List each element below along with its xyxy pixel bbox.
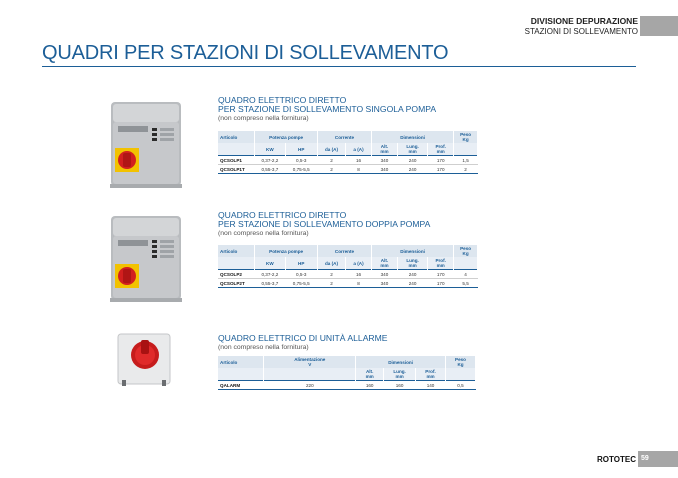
table-row bbox=[218, 381, 476, 390]
cell-prof: 140 bbox=[416, 381, 446, 390]
spec-table-alarm bbox=[218, 356, 476, 390]
col-peso-unit: Kg bbox=[462, 137, 469, 142]
cell-code: QCSOLP2 bbox=[218, 270, 255, 279]
cell-hp: 0,75-5,5 bbox=[285, 165, 317, 174]
cell-code: QALARM bbox=[218, 381, 264, 390]
table-row bbox=[218, 270, 478, 279]
cell-da: 2 bbox=[317, 156, 345, 165]
cell-code: QCSOLP1 bbox=[218, 156, 255, 165]
cell-da: 2 bbox=[317, 279, 345, 288]
col-alt-label: Alt. bbox=[365, 369, 374, 374]
cell-kw: 0,55-3,7 bbox=[255, 279, 285, 288]
header-accent-bar bbox=[640, 16, 678, 36]
col-kw: KW bbox=[255, 257, 285, 270]
cell-kw: 0,37-2,2 bbox=[255, 156, 285, 165]
col-corrente: Corrente bbox=[317, 245, 371, 257]
table-row bbox=[218, 156, 478, 165]
cell-alt: 160 bbox=[356, 381, 384, 390]
col-blank bbox=[446, 368, 476, 381]
col-lung-label: Lung. bbox=[393, 369, 406, 374]
cell-peso: 0,5 bbox=[446, 381, 476, 390]
col-lung-label: Lung. bbox=[406, 258, 419, 263]
col-dimensioni: Dimensioni bbox=[356, 356, 446, 368]
col-lung-label: Lung. bbox=[406, 144, 419, 149]
cell-hp: 0,5-3 bbox=[285, 270, 317, 279]
cell-alt: 340 bbox=[372, 279, 398, 288]
col-alt-unit: mm bbox=[380, 149, 389, 154]
product-title-line2: PER STAZIONE DI SOLLEVAMENTO SINGOLA POMPA bbox=[218, 104, 437, 114]
col-a: a (A) bbox=[346, 257, 372, 270]
cell-a: 8 bbox=[346, 279, 372, 288]
col-alimentazione-unit: V bbox=[308, 362, 312, 367]
division-subtitle: STAZIONI DI SOLLEVAMENTO bbox=[524, 27, 638, 36]
col-prof-label: Prof. bbox=[435, 144, 446, 149]
cell-prof: 170 bbox=[428, 270, 454, 279]
cell-peso: 5,5 bbox=[454, 279, 478, 288]
col-a: a (A) bbox=[346, 143, 372, 156]
cell-a: 8 bbox=[346, 165, 372, 174]
control-panel-image-single bbox=[108, 98, 184, 190]
col-dimensioni: Dimensioni bbox=[372, 131, 454, 143]
col-lung bbox=[384, 368, 416, 381]
col-alt-label: Alt. bbox=[380, 144, 389, 149]
col-lung-unit: mm bbox=[395, 374, 404, 379]
col-lung bbox=[397, 143, 427, 156]
col-peso-label: Peso bbox=[460, 132, 472, 137]
col-peso-unit: Kg bbox=[462, 251, 469, 256]
cell-lung: 240 bbox=[397, 270, 427, 279]
col-articolo: Articolo bbox=[218, 131, 255, 143]
col-articolo: Articolo bbox=[218, 245, 255, 257]
col-da: da (A) bbox=[317, 257, 345, 270]
col-prof-label: Prof. bbox=[425, 369, 436, 374]
cell-a: 16 bbox=[346, 270, 372, 279]
col-peso-label: Peso bbox=[460, 246, 472, 251]
col-alt-unit: mm bbox=[380, 263, 389, 268]
col-alimentazione bbox=[264, 356, 356, 368]
spec-table-single-pump bbox=[218, 131, 478, 174]
col-peso bbox=[454, 245, 478, 257]
spec-table-double-pump bbox=[218, 245, 478, 288]
alarm-unit-image bbox=[112, 330, 176, 390]
table-row bbox=[218, 165, 478, 174]
cell-code: QCSOLP1T bbox=[218, 165, 255, 174]
page-title: QUADRI PER STAZIONI DI SOLLEVAMENTO bbox=[42, 42, 449, 64]
page-number: 59 bbox=[641, 455, 649, 462]
col-kw: KW bbox=[255, 143, 285, 156]
cell-prof: 170 bbox=[428, 165, 454, 174]
col-alt bbox=[372, 257, 398, 270]
cell-lung: 240 bbox=[397, 165, 427, 174]
col-alt-label: Alt. bbox=[380, 258, 389, 263]
cell-code: QCSOLP2T bbox=[218, 279, 255, 288]
col-alt bbox=[372, 143, 398, 156]
col-potenza: Potenza pompe bbox=[255, 131, 318, 143]
division-header bbox=[525, 16, 638, 37]
cell-alimentazione: 220 bbox=[264, 381, 356, 390]
cell-alt: 340 bbox=[372, 270, 398, 279]
col-blank bbox=[218, 368, 264, 381]
title-divider bbox=[42, 66, 636, 67]
cell-da: 2 bbox=[317, 165, 345, 174]
cell-alt: 340 bbox=[372, 156, 398, 165]
col-alt-unit: mm bbox=[365, 374, 374, 379]
col-prof-unit: mm bbox=[426, 374, 435, 379]
col-blank bbox=[218, 143, 255, 156]
division-title: DIVISIONE DEPURAZIONE bbox=[530, 16, 638, 26]
product-title-line2: PER STAZIONE DI SOLLEVAMENTO DOPPIA POMPA bbox=[218, 219, 431, 229]
cell-hp: 0,5-3 bbox=[285, 156, 317, 165]
control-panel-image-double bbox=[108, 212, 184, 304]
col-lung bbox=[397, 257, 427, 270]
col-peso-unit: Kg bbox=[457, 362, 464, 367]
col-peso-label: Peso bbox=[455, 357, 466, 362]
cell-hp: 0,75-5,5 bbox=[285, 279, 317, 288]
col-prof bbox=[416, 368, 446, 381]
table-row bbox=[218, 279, 478, 288]
col-da: da (A) bbox=[317, 143, 345, 156]
col-blank bbox=[264, 368, 356, 381]
col-prof bbox=[428, 257, 454, 270]
col-articolo: Articolo bbox=[218, 356, 264, 368]
product-note: (non compreso nella fornitura) bbox=[218, 344, 309, 351]
col-blank bbox=[218, 257, 255, 270]
col-prof-unit: mm bbox=[436, 149, 445, 154]
col-lung-unit: mm bbox=[408, 149, 417, 154]
col-alt bbox=[356, 368, 384, 381]
cell-da: 2 bbox=[317, 270, 345, 279]
cell-peso: 1,5 bbox=[454, 156, 478, 165]
footer-brand: ROTOTEC bbox=[597, 455, 636, 464]
cell-prof: 170 bbox=[428, 279, 454, 288]
cell-lung: 240 bbox=[397, 279, 427, 288]
col-peso bbox=[446, 356, 476, 368]
cell-prof: 170 bbox=[428, 156, 454, 165]
cell-alt: 340 bbox=[372, 165, 398, 174]
cell-peso: 2 bbox=[454, 165, 478, 174]
col-lung-unit: mm bbox=[408, 263, 417, 268]
col-corrente: Corrente bbox=[317, 131, 371, 143]
cell-lung: 240 bbox=[397, 156, 427, 165]
col-prof bbox=[428, 143, 454, 156]
col-alimentazione-label: Alimentazione bbox=[294, 357, 326, 362]
col-peso bbox=[454, 131, 478, 143]
cell-a: 16 bbox=[346, 156, 372, 165]
col-dimensioni: Dimensioni bbox=[372, 245, 454, 257]
product-note: (non compreso nella fornitura) bbox=[218, 115, 309, 122]
col-blank bbox=[454, 143, 478, 156]
product-title-line1: QUADRO ELETTRICO DIRETTO bbox=[218, 95, 347, 105]
col-hp: HP bbox=[285, 143, 317, 156]
cell-lung: 160 bbox=[384, 381, 416, 390]
product-title-line1: QUADRO ELETTRICO DI UNITÀ ALLARME bbox=[218, 333, 388, 343]
col-hp: HP bbox=[285, 257, 317, 270]
col-prof-unit: mm bbox=[436, 263, 445, 268]
col-potenza: Potenza pompe bbox=[255, 245, 318, 257]
col-prof-label: Prof. bbox=[435, 258, 446, 263]
product-title-line1: QUADRO ELETTRICO DIRETTO bbox=[218, 210, 347, 220]
cell-kw: 0,37-2,2 bbox=[255, 270, 285, 279]
product-note: (non compreso nella fornitura) bbox=[218, 230, 309, 237]
col-blank bbox=[454, 257, 478, 270]
cell-peso: 4 bbox=[454, 270, 478, 279]
cell-kw: 0,55-3,7 bbox=[255, 165, 285, 174]
